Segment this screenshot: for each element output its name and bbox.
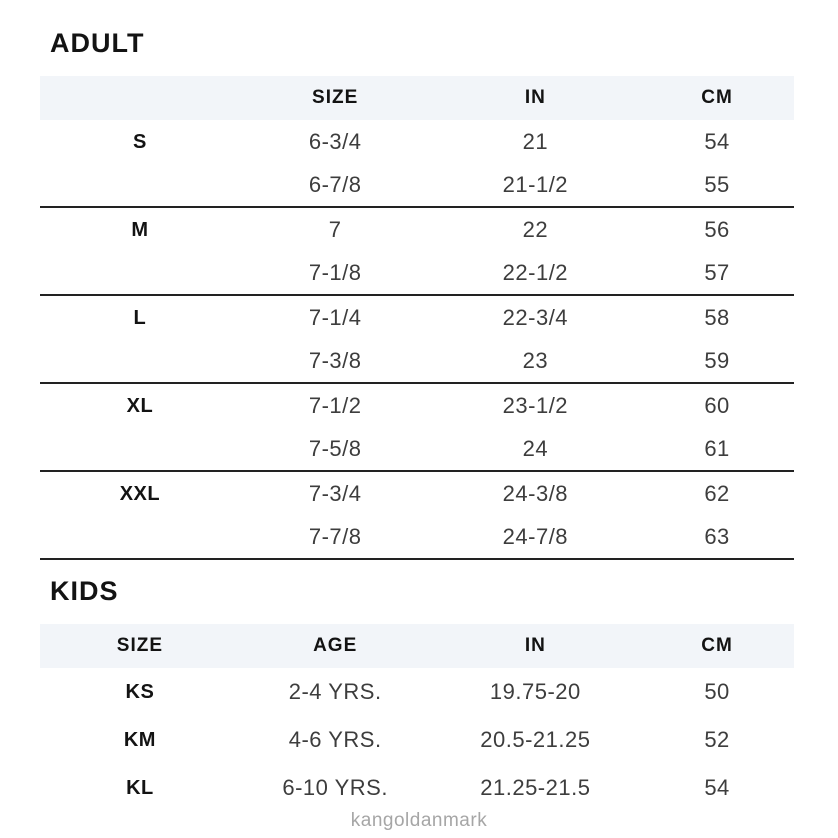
table-row [40, 252, 794, 296]
table-row [40, 472, 794, 516]
size-group-label: KM [123, 728, 156, 751]
watermark-text: kangoldanmark [350, 810, 488, 831]
table-row [40, 668, 794, 716]
kids-section-title: KIDS [50, 576, 119, 606]
centimeters-value: 54 [704, 129, 730, 154]
inches-value: 21 [522, 129, 549, 154]
size-group-label: XXL [119, 482, 161, 505]
centimeters-value: 52 [704, 727, 730, 752]
hat-size-value: 7-1/8 [308, 260, 362, 285]
centimeters-value: 58 [704, 305, 730, 330]
column-header-size: SIZE [116, 635, 164, 656]
centimeters-value: 63 [704, 524, 730, 549]
kids-size-table [40, 624, 794, 812]
size-group-label: XL [126, 394, 154, 417]
centimeters-value: 60 [704, 393, 730, 418]
size-group-label: M [131, 218, 149, 241]
table-row [40, 340, 794, 384]
centimeters-value: 54 [704, 775, 730, 800]
table-row [40, 428, 794, 472]
age-range-value: 2-4 YRS. [288, 679, 382, 704]
table-row [40, 716, 794, 764]
column-header-in: IN [524, 87, 546, 108]
inches-value: 22-3/4 [502, 305, 569, 330]
adult-section-title: ADULT [50, 28, 145, 58]
table-row [40, 516, 794, 560]
centimeters-value: 59 [704, 348, 730, 373]
inches-value: 24 [522, 436, 549, 461]
column-header-in: IN [524, 635, 546, 656]
centimeters-value: 55 [704, 172, 730, 197]
age-range-value: 6-10 YRS. [282, 775, 388, 800]
hat-size-value: 6-3/4 [308, 129, 362, 154]
kids-table-header-row [40, 624, 794, 668]
age-range-value: 4-6 YRS. [288, 727, 382, 752]
table-row [40, 164, 794, 208]
column-header-age: AGE [313, 635, 358, 656]
column-header-cm: CM [701, 635, 733, 656]
hat-size-value: 7-7/8 [308, 524, 362, 549]
size-group-label: L [133, 306, 147, 329]
table-row [40, 764, 794, 812]
hat-size-value: 7-1/2 [308, 393, 362, 418]
centimeters-value: 57 [704, 260, 730, 285]
size-group-label: KS [125, 680, 155, 703]
hat-size-value: 7 [328, 217, 342, 242]
inches-value: 21.25-21.5 [480, 775, 591, 800]
inches-value: 24-7/8 [502, 524, 569, 549]
inches-value: 24-3/8 [502, 481, 569, 506]
inches-value: 21-1/2 [502, 172, 569, 197]
hat-size-value: 7-1/4 [308, 305, 362, 330]
inches-value: 23 [522, 348, 549, 373]
column-header-size: SIZE [312, 87, 359, 108]
centimeters-value: 62 [704, 481, 730, 506]
inches-value: 22-1/2 [502, 260, 569, 285]
size-group-label: S [132, 130, 147, 153]
hat-size-value: 7-3/8 [308, 348, 362, 373]
hat-size-value: 7-5/8 [308, 436, 362, 461]
centimeters-value: 56 [704, 217, 730, 242]
size-group-label: KL [126, 776, 154, 799]
centimeters-value: 61 [704, 436, 730, 461]
inches-value: 23-1/2 [502, 393, 569, 418]
size-chart-page [0, 28, 838, 838]
adult-table-header-row [40, 76, 794, 120]
table-row [40, 384, 794, 428]
table-row [40, 120, 794, 164]
centimeters-value: 50 [704, 679, 730, 704]
hat-size-value: 6-7/8 [308, 172, 362, 197]
column-header-cm: CM [701, 87, 733, 108]
inches-value: 22 [522, 217, 549, 242]
table-row [40, 296, 794, 340]
table-row [40, 208, 794, 252]
inches-value: 19.75-20 [489, 679, 581, 704]
hat-size-value: 7-3/4 [308, 481, 362, 506]
inches-value: 20.5-21.25 [480, 727, 591, 752]
adult-size-table [40, 76, 794, 560]
